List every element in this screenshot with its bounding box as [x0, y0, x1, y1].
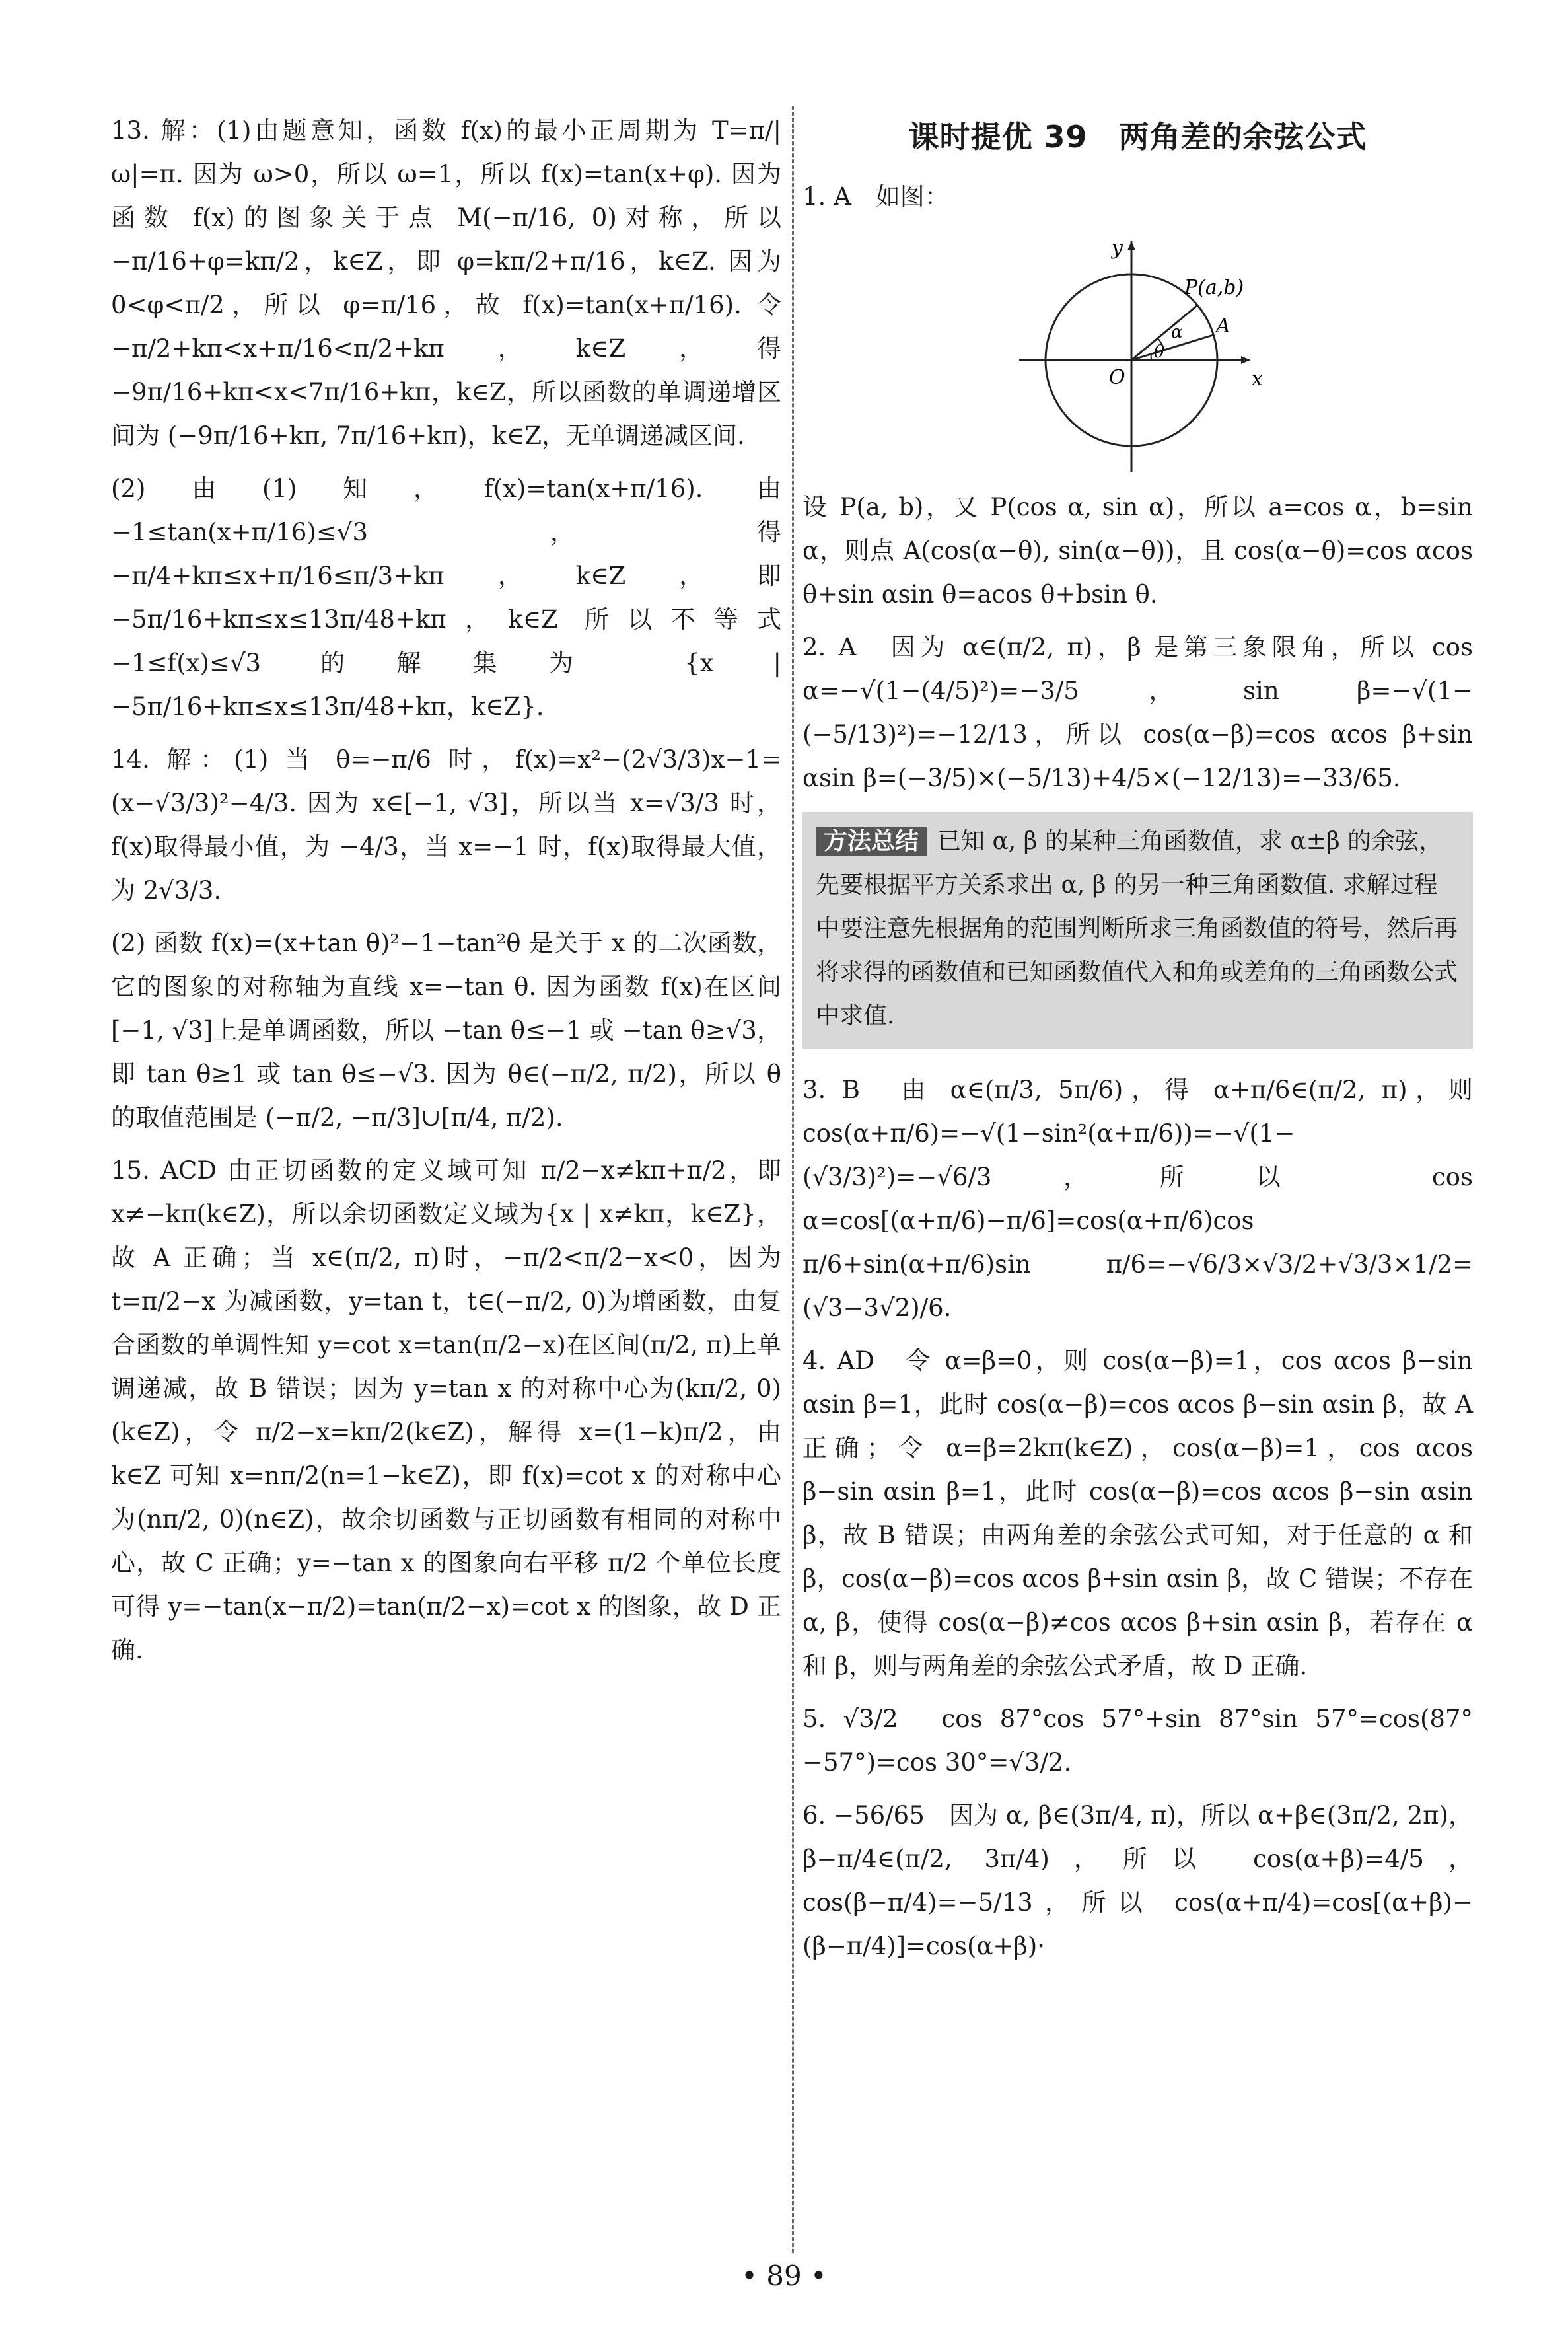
problem-3: 3. B 由 α∈(π/3, 5π/6)，得 α+π/6∈(π/2, π)，则 cos(α+π/6)=−√(1−sin²(α+π/6))=−√(1−(√3/3)²)=−√6/3，所以 cos α=cos[(α+π/6)−π/6]=cos(α+π/6)cos π/6+sin(α+π/6)sin π/6=−√6/3×√3/2+√3/3×1/2=(√3−3√2)/6. [802, 1076, 1473, 1322]
theta-label: θ [1153, 342, 1164, 362]
problem-4: 4. AD 令 α=β=0，则 cos(α−β)=1，cos αcos β−sin αsin β=1，此时 cos(α−β)=cos αcos β−sin αsin β，故 A 正确；令 α=β=2kπ(k∈Z)，cos(α−β)=1，cos αcos β−sin αsin β=1，此时 cos(α−β)=cos αcos β−sin αsin β，故 B 错误；由两角差的余弦公式可知，对于任意的 α 和 β，cos(α−β)=cos αcos β+sin αsin β，故 C 错误；不存在 α, β，使得 cos(α−β)≠cos αcos β+sin αsin β，若存在 α 和 β，则与两角差的余弦公式矛盾，故 D 正确. [802, 1347, 1473, 1680]
unit-circle-figure [993, 228, 1283, 479]
method-summary-text: 已知 α, β 的某种三角函数值，求 α±β 的余弦，先要根据平方关系求出 α, β 的另一种三角函数值. 求解过程中要注意先根据角的范围判断所求三角函数值的符号，然后再将求得的函数值和已知函数值代入和角或差角的三角函数公式中求值. [816, 828, 1458, 1029]
method-summary-tag: 方法总结 [816, 827, 927, 856]
section-title: 课时提优 39 两角差的余弦公式 [908, 119, 1367, 155]
problem-14-part-1: 14. 解：(1) 当 θ=−π/6 时，f(x)=x²−(2√3/3)x−1=(x−√3/3)²−4/3. 因为 x∈[−1, √3]，所以当 x=√3/3 时，f(x)取得最小值，为 −4/3，当 x=−1 时，f(x)取得最大值，为 2√3/3. [111, 745, 781, 904]
page-number: • 89 • [741, 2260, 827, 2292]
problem-13-part-1: 13. 解：(1)由题意知，函数 f(x)的最小正周期为 T=π/|ω|=π. 因为 ω>0，所以 ω=1，所以 f(x)=tan(x+φ). 因为函数 f(x)的图象关于点 M(−π/16, 0)对称，所以 −π/16+φ=kπ/2，k∈Z，即 φ=kπ/2+π/16，k∈Z. 因为 0<φ<π/2，所以 φ=π/16，故 f(x)=tan(x+π/16). 令 −π/2+kπ<x+π/16<π/2+kπ，k∈Z，得 −9π/16+kπ<x<7π/16+kπ，k∈Z，所以函数的单调递增区间为 (−9π/16+kπ, 7π/16+kπ)，k∈Z，无单调递减区间. [111, 116, 781, 450]
point-p-label: P(a,b) [1184, 276, 1244, 299]
problem-13-part-2: (2)由(1)知，f(x)=tan(x+π/16). 由 −1≤tan(x+π/16)≤√3，得 −π/4+kπ≤x+π/16≤π/3+kπ，k∈Z，即 −5π/16+kπ≤x≤13π/48+kπ，k∈Z 所以不等式 −1≤f(x)≤√3 的解集为 {x | −5π/16+kπ≤x≤13π/48+kπ，k∈Z}. [111, 474, 781, 721]
y-axis-label: y [1111, 237, 1123, 260]
x-axis-label: x [1251, 367, 1263, 390]
x-axis-arrow [1241, 356, 1250, 364]
left-column [111, 109, 781, 1681]
problem-15: 15. ACD 由正切函数的定义域可知 π/2−x≠kπ+π/2，即 x≠−kπ(k∈Z)，所以余切函数定义域为{x | x≠kπ，k∈Z}，故 A 正确；当 x∈(π/2, π)时，−π/2<π/2−x<0，因为 t=π/2−x 为减函数，y=tan t，t∈(−π/2, 0)为增函数，由复合函数的单调性知 y=cot x=tan(π/2−x)在区间(π/2, π)上单调递减，故 B 错误；因为 y=tan x 的对称中心为(kπ/2, 0)(k∈Z)，令 π/2−x=kπ/2(k∈Z)，解得 x=(1−k)π/2，由 k∈Z 可知 x=nπ/2(n=1−k∈Z)，即 f(x)=cot x 的对称中心为(nπ/2, 0)(n∈Z)，故余切函数与正切函数有相同的对称中心，故 C 正确；y=−tan x 的图象向右平移 π/2 个单位长度可得 y=−tan(x−π/2)=tan(π/2−x)=cot x 的图象，故 D 正确. [111, 1156, 781, 1664]
point-a-label: A [1215, 314, 1230, 338]
problem-2: 2. A 因为 α∈(π/2, π)，β 是第三象限角，所以 cos α=−√(1−(4/5)²)=−3/5，sin β=−√(1−(−5/13)²)=−12/13，所以 cos(α−β)=cos αcos β+sin αsin β=(−3/5)×(−5/13)+4/5×(−12/13)=−33/65. [802, 633, 1473, 792]
alpha-label: α [1170, 322, 1183, 342]
problem-5: 5. √3/2 cos 87°cos 57°+sin 87°sin 57°=cos(87°−57°)=cos 30°=√3/2. [802, 1705, 1473, 1777]
origin-label: O [1108, 366, 1125, 389]
right-column [802, 109, 1473, 1977]
y-axis-arrow [1127, 241, 1135, 250]
ray-op [1131, 305, 1197, 360]
problem-1-intro: 1. A 如图： [802, 182, 949, 211]
problem-6: 6. −56/65 因为 α, β∈(3π/4, π)，所以 α+β∈(3π/2, 2π)，β−π/4∈(π/2, 3π/4)，所以 cos(α+β)=4/5，cos(β−π/4)=−5/13，所以 cos(α+π/4)=cos[(α+β)−(β−π/4)]=cos(α+β)· [802, 1801, 1473, 1960]
method-summary-box [802, 812, 1473, 1049]
column-divider [792, 106, 794, 2253]
problem-14-part-2: (2) 函数 f(x)=(x+tan θ)²−1−tan²θ 是关于 x 的二次函数，它的图象的对称轴为直线 x=−tan θ. 因为函数 f(x)在区间[−1, √3]上是单调函数，所以 −tan θ≤−1 或 −tan θ≥√3，即 tan θ≥1 或 tan θ≤−√3. 因为 θ∈(−π/2, π/2)，所以 θ 的取值范围是 (−π/2, −π/3]∪[π/4, π/2). [111, 929, 781, 1132]
problem-1-solution: 设 P(a, b)，又 P(cos α, sin α)，所以 a=cos α，b=sin α，则点 A(cos(α−θ), sin(α−θ))，且 cos(α−θ)=cos αcos θ+sin αsin θ=acos θ+bsin θ. [802, 493, 1473, 609]
